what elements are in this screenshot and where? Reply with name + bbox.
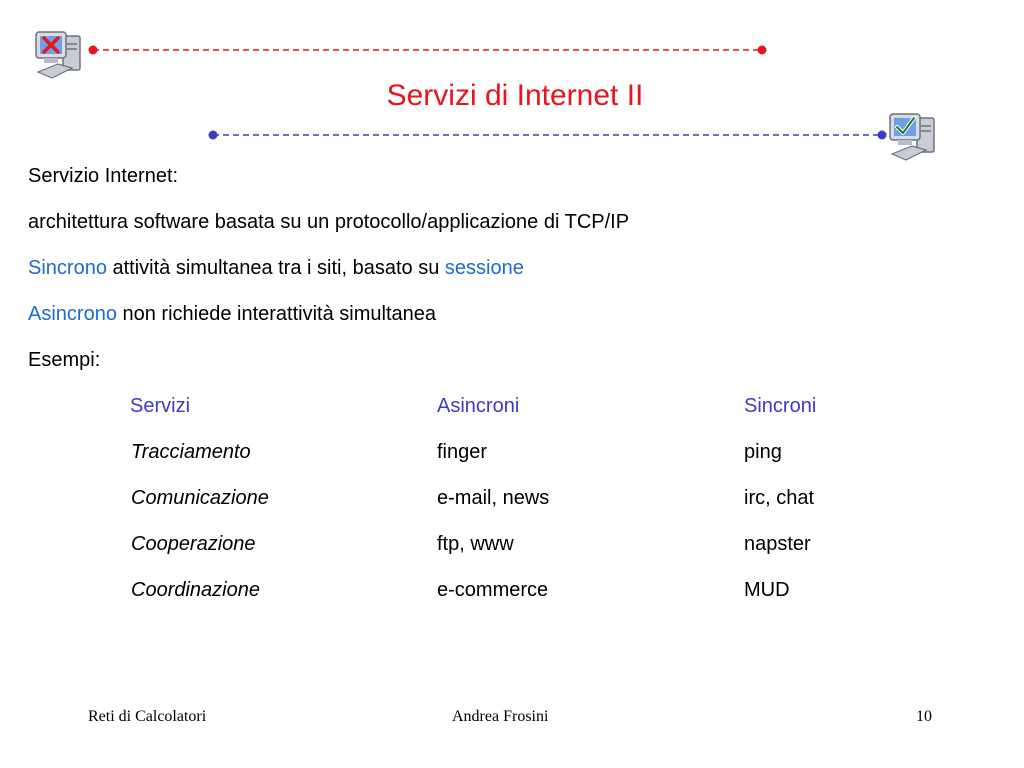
blue-divider-line [206,128,890,142]
table-cell-sync: ping [744,441,782,463]
computer-x-icon [32,26,86,80]
footer-page-number: 10 [916,708,932,725]
table-header-servizi: Servizi [130,395,191,417]
table-cell-service: Coordinazione [131,579,260,601]
table-cell-async: e-mail, news [437,487,550,509]
table-cell-sync: irc, chat [744,487,815,509]
slide-title: Servizi di Internet II [386,79,644,112]
table-cell-service: Comunicazione [131,487,269,509]
body-line-sincrono [28,255,524,281]
red-divider-line [86,43,770,57]
term-sessione: sessione [444,257,524,279]
table-header-asincroni: Asincroni [437,395,520,417]
body-line-esempi: Esempi: [28,349,101,371]
body-line-servizio: Servizio Internet: [28,165,179,187]
table-cell-async: ftp, www [437,533,514,555]
computer-check-icon [886,108,940,162]
table-cell-service: Tracciamento [131,441,251,463]
table-cell-sync: MUD [744,579,790,601]
footer-course: Reti di Calcolatori [88,708,207,725]
sincrono-description: attività simultanea tra i siti, basato su [106,257,445,279]
body-line-architettura: architettura software basata su un protocollo/applicazione di TCP/IP [28,211,630,233]
table-cell-sync: napster [744,533,811,555]
table-cell-async: finger [437,441,488,463]
term-asincrono: Asincrono [28,303,117,325]
table-cell-async: e-commerce [437,579,549,601]
term-sincrono: Sincrono [28,257,107,279]
table-cell-service: Cooperazione [131,533,256,555]
table-header-sincroni: Sincroni [744,395,817,417]
asincrono-description: non richiede interattività simultanea [116,303,436,325]
body-line-asincrono [28,301,436,327]
footer-author: Andrea Frosini [452,708,549,725]
